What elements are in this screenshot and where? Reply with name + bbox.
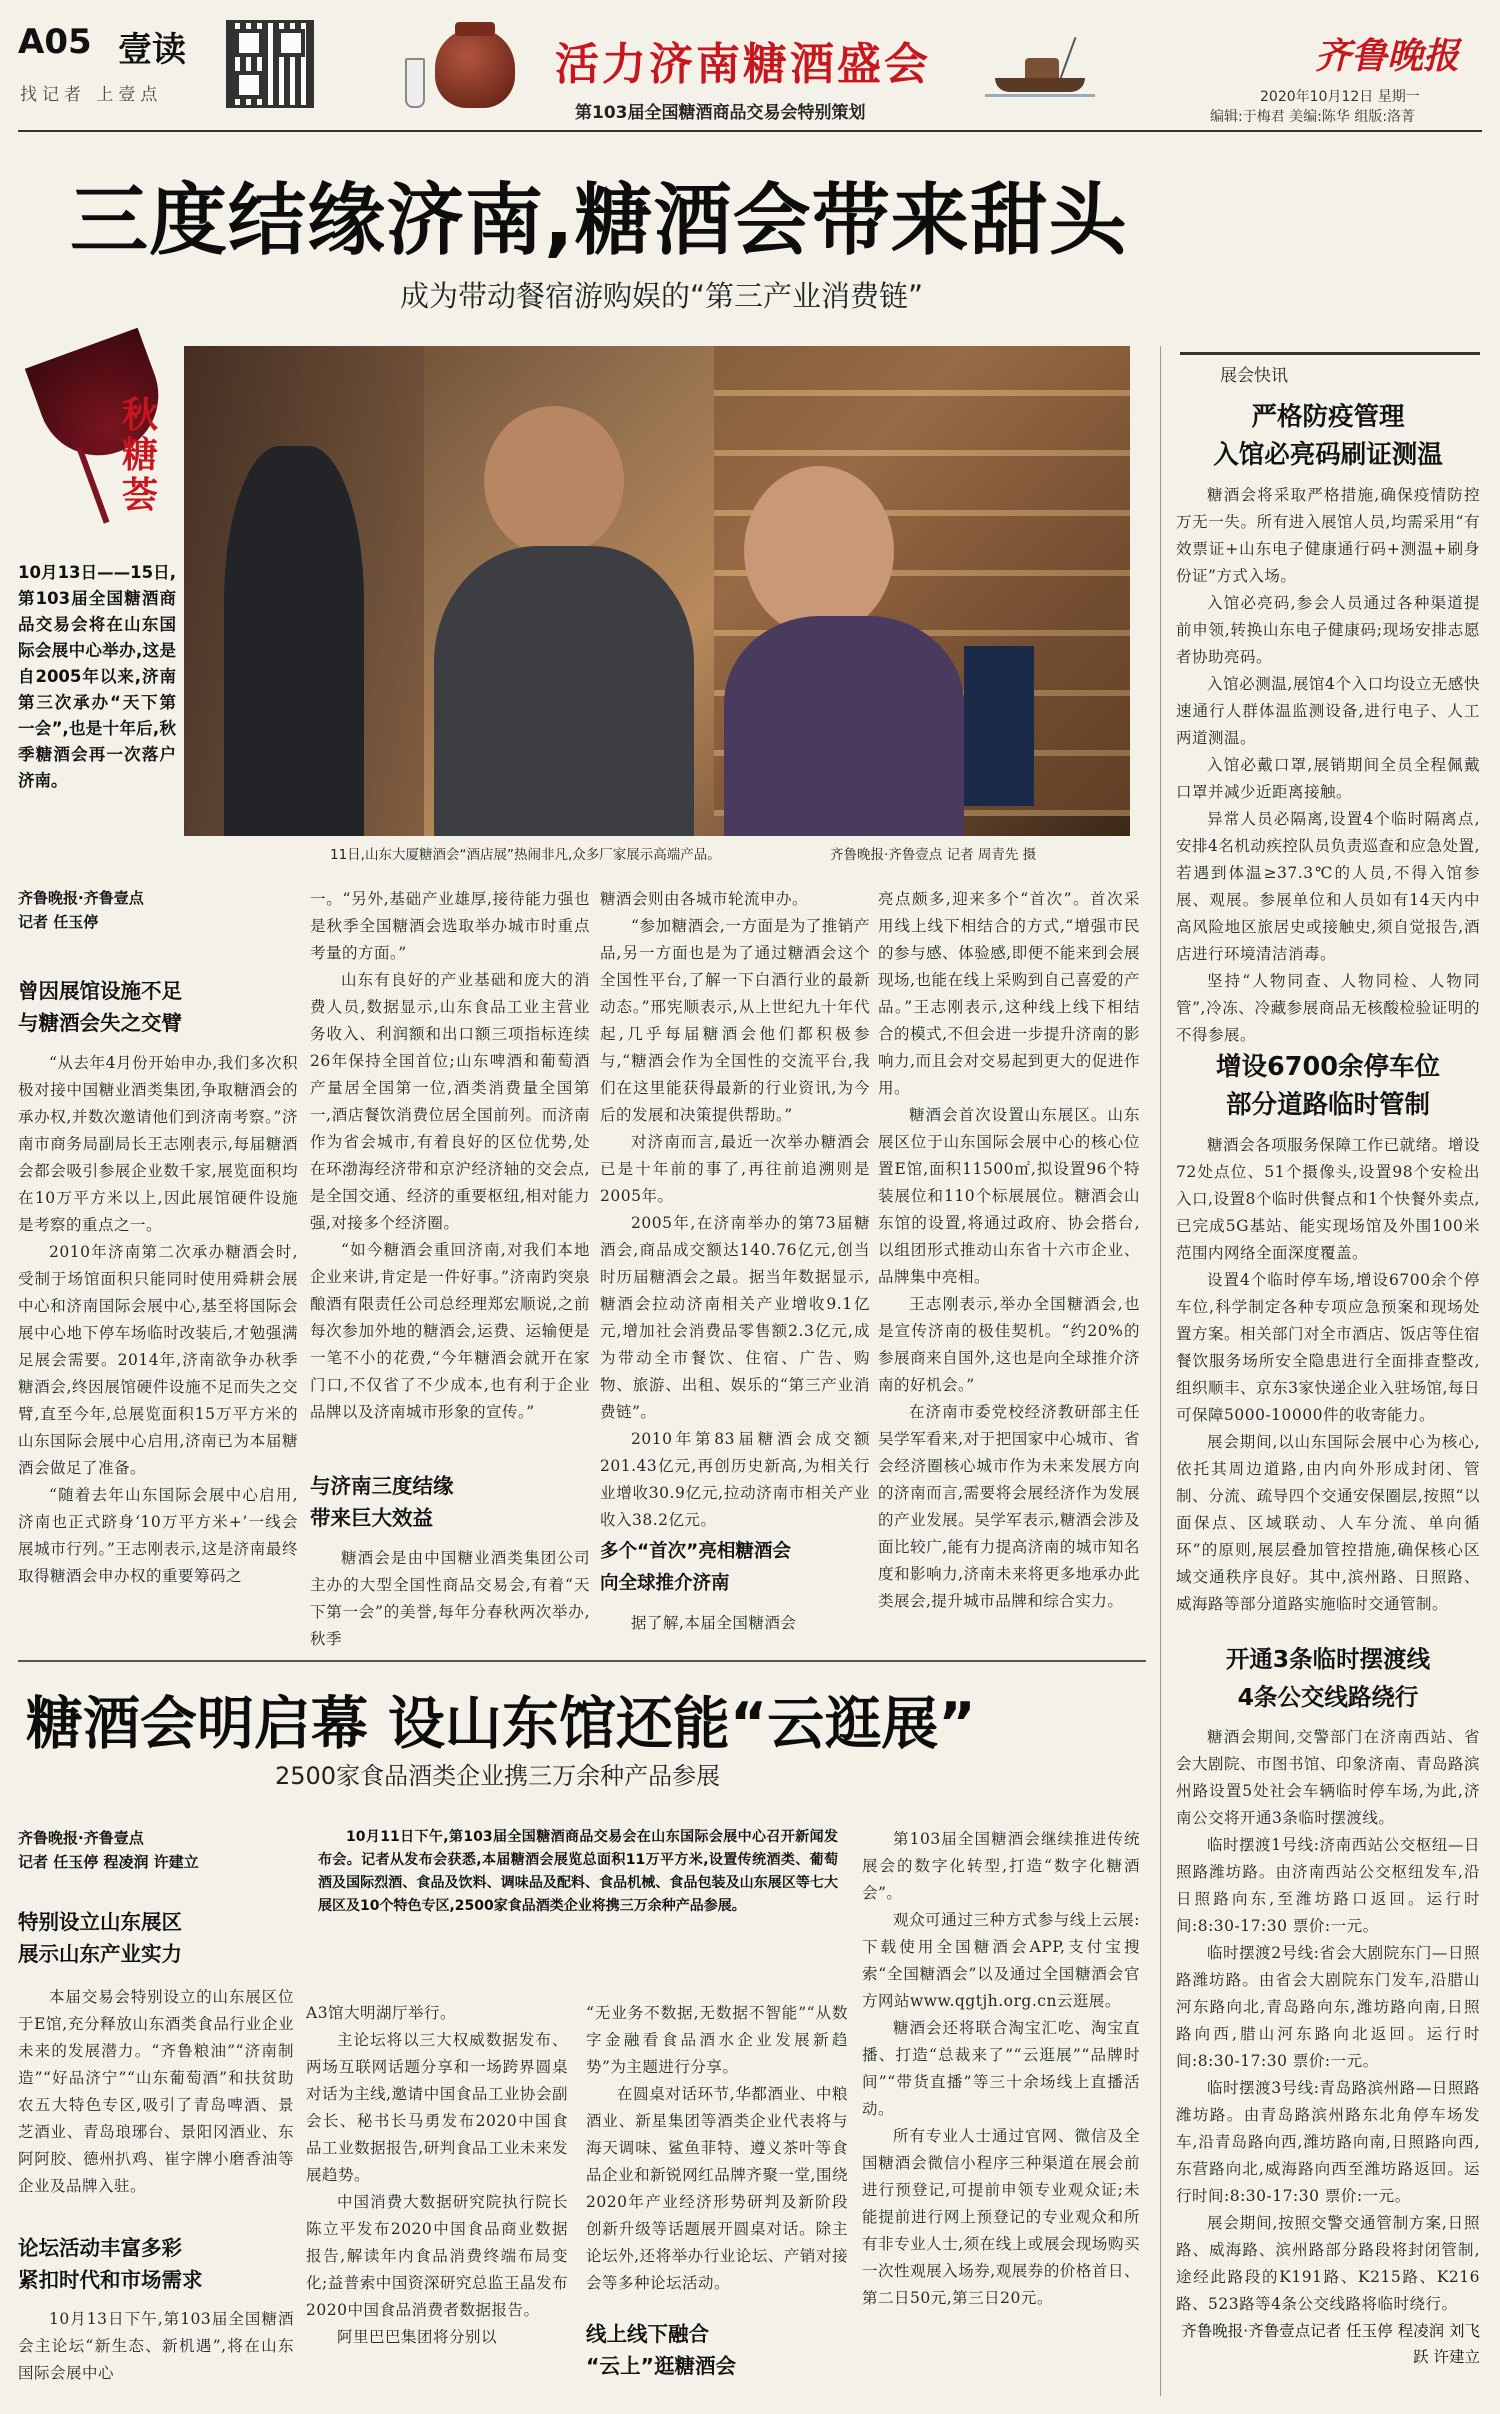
sidebar-credit: 齐鲁晚报·齐鲁壹点记者 任玉停 程凌润 刘飞跃 许建立 [1181,2322,1480,2366]
sidebar-p11: 临时摆渡1号线:济南西站公交枢纽—日照路潍坊路。由济南西站公交枢纽发车,沿日照路向东,至潍坊路口返回。运行时间:8:30-17:30 票价:一元。 [1176,1836,1480,1935]
second-col2-p3: 中国消费大数据研究院执行院长陈立平发布2020中国食品商业数据报告,解读年内食品消费终端布局变化;益普索中国资深研究总监王晶发布2020中国食品消费者数据报告。 [306,2193,568,2319]
sidebar-p8: 设置4个临时停车场,增设6700余个停车位,科学制定各种专项应急预案和现场处置方案。相关部门对全市酒店、饭店等住宿餐饮服务场所安全隐患进行全面排查整改,组织顺丰、京东3家快递企业入驻场馆,每日可保障5000-10000件的收寄能力。 [1176,1271,1481,1424]
banner-title: 活力济南糖酒盛会 [555,39,931,90]
second-col2-p2: 主论坛将以三大权威数据发布、两场互联网话题分享和一场跨界圆桌对话为主线,邀请中国食品工业协会副会长、秘书长马勇发布2020中国食品工业数据报告,研判食品工业未来发展趋势。 [306,2031,568,2184]
second-col1-p1: 本届交易会特别设立的山东展区位于E馆,充分释放山东酒类食品行业企业未来的发展潜力。“齐鲁粮油”“济南制造”“好品济宁”“山东葡萄酒”和扶贫助农五大特色专区,吸引了青岛啤酒、景芝酒业、青岛琅琊台、景阳冈酒业、东阿阿胶、德州扒鸡、崔字牌小磨香油等企业及品牌入驻。 [18,1988,294,2195]
banner-illustration [395,18,550,108]
masthead-logo: 齐鲁晚报 [1315,35,1460,77]
sidebar-headline-3: 开通3条临时摆渡线 4条公交线路绕行 [1225,1645,1431,1711]
lead-col4-p4: 在济南市委党校经济教研部主任吴学军看来,对于把国家中心城市、省会经济圈核心城市作为未来发展方向的济南而言,需要将会展经济作为发展的产业发展。吴学军表示,糖酒会涉及面比较广,能有力提高济南的城市知名度和影响力,济南未来将更多地承办此类展会,提升城市品牌和综合实力。 [878,1403,1140,1610]
lead-col4-p3: 王志刚表示,举办全国糖酒会,也是宣传济南的极佳契机。“约20%的参展商来自国外,这也是向全球推介济南的好机会。” [878,1295,1140,1394]
second-byline-org: 齐鲁晚报·齐鲁壹点 [18,1829,144,1847]
sidebar-p7: 糖酒会各项服务保障工作已就绪。增设72处点位、51个摄像头,设置98个安检出入口,设置8个临时供餐点和1个快餐外卖点,已完成5G基站、能实现场馆及外围100米范围内网络全面深度覆盖。 [1176,1136,1480,1262]
sidebar-block-3 [1176,1640,1480,2370]
badge-text: 秋糖荟 [121,394,158,516]
second-col4 [862,1826,1140,2312]
second-subhead-2: 论坛活动丰富多彩 紧扣时代和市场需求 [18,2236,203,2292]
editors-line: 编辑:于梅君 美编:陈华 组版:洛菁 [1210,109,1416,125]
lead-col1-p3: “随着去年山东国际会展中心启用,济南也正式跻身‘10万平方米+’一线会展城市行列。”王志刚表示,这是济南最终取得糖酒会申办权的重要筹码之 [18,1486,298,1585]
second-col2-p1: A3馆大明湖厅举行。 [306,2004,457,2022]
second-headline: 糖酒会明启幕 设山东馆还能“云逛展” [26,1691,976,1757]
second-col3 [586,2000,848,2297]
sidebar-p5: 异常人员必隔离,设置4个临时隔离点,安排4名机动疾控队员负责巡查和应急处置,若遇到体温≥37.3℃的人员,不得入馆参展、观展。参展单位和人员如有14天内中高风险地区旅居史或接触史,须自觉报告,酒店进行环境清洁消毒。 [1176,810,1480,963]
sidebar-section-label [1180,352,1480,386]
qr-code[interactable] [226,20,314,108]
lead-col3-p5: 2010年第83届糖酒会成交额201.43亿元,再创历史新高,为相关行业增收30.9亿元,拉动济南市相关产业收入38.2亿元。 [600,1430,870,1529]
lead-photo [184,346,1130,836]
sidebar-p10: 糖酒会期间,交警部门在济南西站、省会大剧院、市图书馆、印象济南、青岛路滨州路设置5处社会车辆临时停车场,为此,济南公交将开通3条临时摆渡线。 [1176,1728,1481,1827]
sidebar-group-2 [1176,1132,1480,1618]
header-slogan: 找记者 上壹点 [20,85,163,105]
sidebar-divider [1160,346,1161,2396]
second-col1-p2: 10月13日下午,第103届全国糖酒会主论坛“新生态、新机遇”,将在山东国际会展中心 [18,2310,294,2382]
second-subhead-3: 线上线下融合 “云上”逛糖酒会 [586,2322,736,2378]
lead-col3-p2: “参加糖酒会,一方面是为了推销产品,另一方面也是为了通过糖酒会这个全国性平台,了解一下白酒行业的最新动态。”邢宪顺表示,从上世纪九十年代起,几乎每届糖酒会他们都积极参与,“糖酒会作为全国性的交流平台,我们在这里能获得最新的行业资讯,为今后的发展和决策提供帮助。” [600,917,870,1124]
sidebar-group-3 [1176,1724,1480,2318]
lead-col4-p1: 亮点颇多,迎来多个“首次”。首次采用线上线下相结合的方式,“增强市民的参与感、体验感,即便不能来到会展现场,也能在线上采购到自己喜爱的产品。”王志刚表示,这种线上线下相结合的模式,不但会进一步提升济南的影响力,而且会对交易起到更大的促进作用。 [878,890,1140,1097]
header-divider [18,130,1482,132]
second-col4-p3: 糖酒会还将联合淘宝汇吃、淘宝直播、打造“总裁来了”“云逛展”“品牌时间”“带货直播”等三十余场线上直播活动。 [862,2019,1140,2118]
second-col4-p1: 第103届全国糖酒会继续推进传统展会的数字化转型,打造“数字化糖酒会”。 [862,1830,1140,1902]
lead-col1-p2: 2010年济南第二次承办糖酒会时,受制于场馆面积只能同时使用舜耕会展中心和济南国际会展中心,基至将国际会展中心地下停车场临时改装后,才勉强满足展会需要。2014年,济南欲争办秋季糖酒会,终因展馆硬件设施不足而失之交臂,直至今年,总展览面积15万平方米的山东国际会展中心启用,济南已为本届糖酒会做足了准备。 [18,1243,298,1477]
page-number: A05 [18,22,92,62]
second-col2 [306,2000,568,2351]
sidebar-p14: 展会期间,按照交警交通管制方案,日照路、威海路、滨州路部分路段将封闭管制,途经此路段的K191路、K215路、K216路、523路等4条公交线路将临时绕行。 [1176,2214,1480,2313]
sidebar-headline-2: 增设6700余停车位 部分道路临时管制 [1216,1052,1440,1120]
second-subheadline: 2500家食品酒类企业携三万余种产品参展 [275,1762,721,1790]
lead-col3-p4: 2005年,在济南举办的第73届糖酒会,商品成交额达140.76亿元,创当时历届糖酒会之最。据当年数据显示,糖酒会拉动济南相关产业增收9.1亿元,增加社会消费品零售额2.3亿元,成为带动全市餐饮、住宿、广告、购物、旅游、出租、娱乐的“第三产业消费链”。 [600,1214,870,1421]
lead-byline-org: 齐鲁晚报·齐鲁壹点 [18,889,144,907]
lead-col2-p1: 一。“另外,基础产业雄厚,接待能力强也是秋季全国糖酒会选取举办城市时重点考量的方面。” [310,890,590,962]
sidebar-p13: 临时摆渡3号线:青岛路滨州路—日照路潍坊路。由青岛路滨州路东北角停车场发车,沿青岛路向西,潍坊路向南,日照路向西,东营路向北,威海路向西至潍坊路返回。运行时间:8:30-17:30 票价:一元。 [1176,2079,1480,2205]
lead-col1 [18,1050,298,1590]
lead-intro: 10月13日——15日,第103届全国糖酒商品交易会将在山东国际会展中心举办,这是自2005年以来,济南第三次承办“天下第一会”,也是十年后,秋季糖酒会再一次落户济南。 [18,563,176,790]
section-divider [18,1660,1146,1662]
second-col2-p4: 阿里巴巴集团将分别以 [337,2328,498,2346]
sidebar-p9: 展会期间,以山东国际会展中心为核心,依托其周边道路,由内向外形成封闭、管制、分流、疏导四个交通安保圈层,按照“以面保点、区域联动、人车分流、单向循环”的原则,展层叠加管控措施,确保核心区域交通秩序良好。其中,滨州路、日照路、威海路等部分道路实施临时交通管制。 [1176,1433,1480,1613]
sidebar-group-1 [1176,482,1480,1049]
sidebar-label-text: 展会快讯 [1220,366,1288,386]
column-name: 壹读 [118,30,186,70]
lead-col3-p3: 对济南而言,最近一次举办糖酒会已是十年前的事了,再往前追溯则是2005年。 [600,1133,870,1205]
sidebar-p3: 入馆必测温,展馆4个入口均设立无感快速通行人群体温监测设备,进行电子、人工两道测温。 [1176,675,1480,747]
lead-col4 [878,886,1140,1615]
lead-col3-p1: 糖酒会则由各城市轮流申办。 [600,890,809,908]
sidebar-p4: 入馆必戴口罩,展销期间全员全程佩戴口罩并减少近距离接触。 [1176,756,1480,801]
lead-col2 [310,886,590,1426]
lead-col2-tail: 糖酒会是由中国糖业酒类集团公司主办的大型全国性商品交易会,有着“天下第一会”的美誉,每年分春秋两次举办,秋季 [310,1549,590,1648]
sidebar-p2: 入馆必亮码,参会人员通过各种渠道提前申领,转换山东电子健康码;现场安排志愿者协助亮码。 [1176,594,1480,666]
lead-subhead-3: 多个“首次”亮相糖酒会 向全球推介济南 [600,1541,791,1594]
lead-col3 [600,886,870,1534]
second-col4-p2: 观众可通过三种方式参与线上云展:下载使用全国糖酒会APP,支付宝搜索“全国糖酒会”以及通过全国糖酒会官方网站www.qgtjh.org.cn云逛展。 [862,1911,1140,2010]
photo-credit: 齐鲁晚报·齐鲁壹点 记者 周青先 摄 [830,847,1037,863]
lead-col1-p1: “从去年4月份开始申办,我们多次积极对接中国糖业酒类集团,争取糖酒会的承办权,并数次邀请他们到济南考察。”济南市商务局副局长王志刚表示,每届糖酒会都会吸引参展企业数千家,展览面积均在10万平方米以上,因此展馆硬件设施是考察的重点之一。 [18,1054,298,1234]
lead-col2-p3: “如今糖酒会重回济南,对我们本地企业来讲,肯定是一件好事。”济南趵突泉酿酒有限责任公司总经理郑宏顺说,之前每次参加外地的糖酒会,运费、运输便是一笔不小的花费,“今年糖酒会就开在家门口,不仅省了不少成本,也有利于企业品牌以及济南城市形象的宣传。” [310,1241,590,1421]
banner-subtitle: 第103届全国糖酒商品交易会特别策划 [575,103,866,123]
second-col3-p1: “无业务不数据,无数据不智能”“从数字金融看食品酒水企业发展新趋势”为主题进行分享。 [586,2004,848,2076]
sidebar-headline-1: 严格防疫管理 入馆必亮码刷证测温 [1213,402,1443,470]
lead-col2-p2: 山东有良好的产业基础和庞大的消费人员,数据显示,山东食品工业主营业务收入、利润额和出口额三项指标连续26年保持全国首位;山东啤酒和葡萄酒产量居全国第一位,酒类消费量全国第一,酒店餐饮消费位居全国前列。而济南作为省会城市,有着良好的区位优势,处在环渤海经济带和京沪经济轴的交会点,是全国交通、经济的重要枢纽,相对能力强,对接多个经济圈。 [310,971,590,1232]
lead-headline: 三度结缘济南,糖酒会带来甜头 [70,176,1128,266]
second-summary: 10月11日下午,第103届全国糖酒商品交易会在山东国际会展中心召开新闻发布会。记者从发布会获悉,本届糖酒会展览总面积11万平方米,设置传统酒类、葡萄酒及国际烈酒、食品及饮料、调味品及配料、食品机械、食品包装及山东展区等七大展区及10个特色专区,2500家食品酒类企业将携三万余种产品参展。 [318,1829,838,1914]
sidebar-block [1176,398,1480,1049]
sidebar-p1: 糖酒会将采取严格措施,确保疫情防控万无一失。所有进入展馆人员,均需采用“有效票证+山东电子健康通行码+测温+刷身份证”方式入场。 [1176,486,1480,585]
sidebar-p12: 临时摆渡2号线:省会大剧院东门—日照路潍坊路。由省会大剧院东门发车,沿腊山河东路向北,青岛路向东,潍坊路向南,日照路向西,腊山河东路向北返回。运行时间:8:30-17:30 票价:一元。 [1176,1944,1480,2070]
sidebar-block-2 [1176,1048,1480,1618]
second-col4-p4: 所有专业人士通过官网、微信及全国糖酒会微信小程序三种渠道在展会前进行预登记,可提前申领专业观众证;未能提前进行网上预登记的专业观众和所有非专业人士,须在线上或展会现场购买一次性观展入场券,观展券的价格首日、第二日50元,第三日20元。 [862,2127,1140,2307]
second-byline [18,1826,318,1874]
lead-col4-p2: 糖酒会首次设置山东展区。山东展区位于山东国际会展中心的核心位置E馆,面积11500㎡,拟设置96个特装展位和110个标展展位。糖酒会山东馆的设置,将通过政府、协会搭台,以组团形式推动山东省十六市企业、品牌集中亮相。 [878,1106,1140,1286]
second-col3-p2: 在圆桌对话环节,华都酒业、中粮酒业、新星集团等酒类企业代表将与海天调味、鲨鱼菲特、遵义茶叶等食品企业和新锐网红品牌齐聚一堂,围绕2020年产业经济形势研判及新阶段创新升级等话题展开圆桌对话。除主论坛外,还将举办行业论坛、产销对接会等多种论坛活动。 [586,2085,848,2292]
lead-byline-reporter: 记者 任玉停 [18,913,99,931]
lead-col3-tail: 据了解,本届全国糖酒会 [631,1614,797,1632]
sidebar-p6: 坚持“人物同查、人物同检、人物同管”,冷冻、冷藏参展商品无核酸检验证明的不得参展。 [1176,972,1480,1044]
second-byline-reporters: 记者 任玉停 程凌润 许建立 [18,1853,199,1871]
lead-subhead-1: 曾因展馆设施不足 与糖酒会失之交臂 [18,979,182,1035]
photo-caption: 11日,山东大厦糖酒会“酒店展”热闹非凡,众多厂家展示高端产品。 [330,847,721,863]
lead-byline [18,886,298,934]
second-subhead-1: 特别设立山东展区 展示山东产业实力 [18,1910,182,1966]
lead-subheadline: 成为带动餐宿游购娱的“第三产业消费链” [400,279,924,313]
issue-date: 2020年10月12日 星期一 [1260,89,1420,105]
lead-subhead-2: 与济南三度结缘 带来巨大效益 [310,1474,454,1530]
banner-boat-illustration [985,28,1095,108]
